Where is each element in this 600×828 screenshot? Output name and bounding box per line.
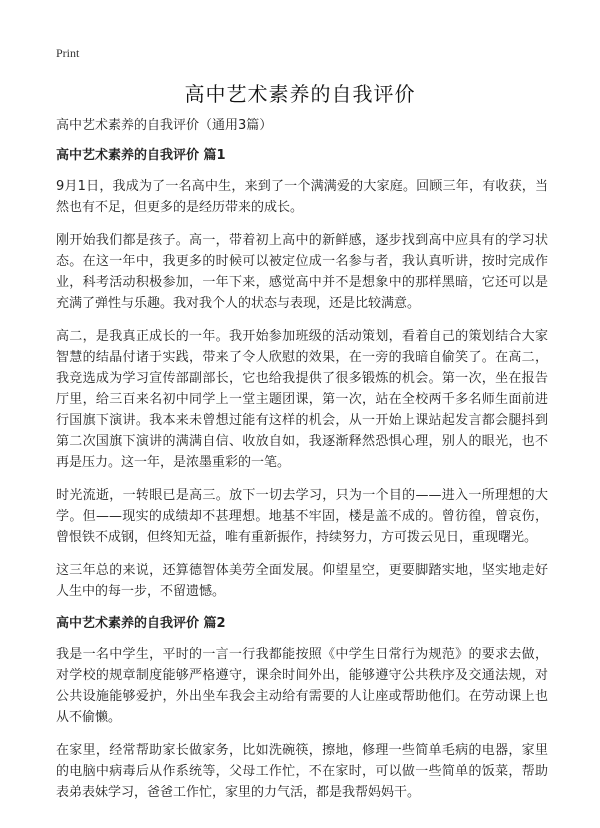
section-2 — [56, 614, 548, 803]
paragraph: 9月1日，我成为了一名高中生，来到了一个满满爱的大家庭。回顾三年，有收获，当然也有不足，但更多的是经历带来的成长。 — [56, 179, 548, 215]
print-label[interactable]: Print — [56, 46, 80, 60]
section-1 — [56, 146, 548, 602]
paragraph: 高二，是我真正成长的一年。我开始参加班级的活动策划，看着自己的策划结合大家智慧的结晶付诸于实践，带来了令人欣慰的效果，在一旁的我暗自偷笑了。在高二，我竞选成为学习宣传部副部长，它也给我提供了很多锻炼的机会。第一次，坐在报告厅里，给三百来名初中同学上一堂主题团课，第一次，站在全校两千多名师生面前进行国旗下演讲。我本来未曾想过能有这样的机会，从一开始上课站起发言都会腿抖到第二次国旗下演讲的满满自信、收放自如，我逐渐释然恐惧心理，别人的眼光，也不再是压力。这一年，是浓墨重彩的一笔。 — [56, 329, 548, 470]
document-subtitle: 高中艺术素养的自我评价（通用3篇） — [56, 118, 273, 133]
paragraph: 这三年总的来说，还算德智体美劳全面发展。仰望星空，更要脚踏实地，坚实地走好人生中的每一步，不留遗憾。 — [56, 563, 548, 599]
paragraph: 在家里，经常帮助家长做家务，比如洗碗筷，擦地，修理一些简单毛病的电器，家里的电脑中病毒后从作系统等，父母工作忙，不在家时，可以做一些简单的饭菜，帮助表弟表妹学习，爸爸工作忙，家里的力气活，都是我帮妈妈干。 — [56, 743, 548, 800]
section-heading: 高中艺术素养的自我评价 篇1 — [56, 148, 226, 163]
paragraph: 刚开始我们都是孩子。高一，带着初上高中的新鲜感，逐步找到高中应具有的学习状态。在这一年中，我更多的时候可以被定位成一名参与者，我认真听讲，按时完成作业，科考活动积极参加，一年下来，感觉高中并不是想象中的那样黑暗，它还可以是充满了弹性与乐趣。我对我个人的状态与表现，还是比较满意。 — [56, 233, 548, 311]
section-heading: 高中艺术素养的自我评价 篇2 — [56, 616, 226, 631]
document-body — [56, 116, 548, 815]
paragraph: 时光流逝，一转眼已是高三。放下一切去学习，只为一个目的——进入一所理想的大学。但——现实的成绩却不甚理想。地基不牢固，楼是盖不成的。曾彷徨，曾哀伤，曾恨铁不成钢，但终知无益，唯有重新振作，持续努力，方可拨云见日，重现曙光。 — [56, 488, 548, 545]
page-title: 高中艺术素养的自我评价 — [184, 82, 416, 106]
paragraph: 我是一名中学生，平时的一言一行我都能按照《中学生日常行为规范》的要求去做，对学校的规章制度能够严格遵守，课余时间外出，能够遵守公共秩序及交通法规，对公共设施能够爱护，外出坐车我会主动给有需要的人让座或帮助他们。在劳动课上也从不偷懒。 — [56, 647, 548, 725]
